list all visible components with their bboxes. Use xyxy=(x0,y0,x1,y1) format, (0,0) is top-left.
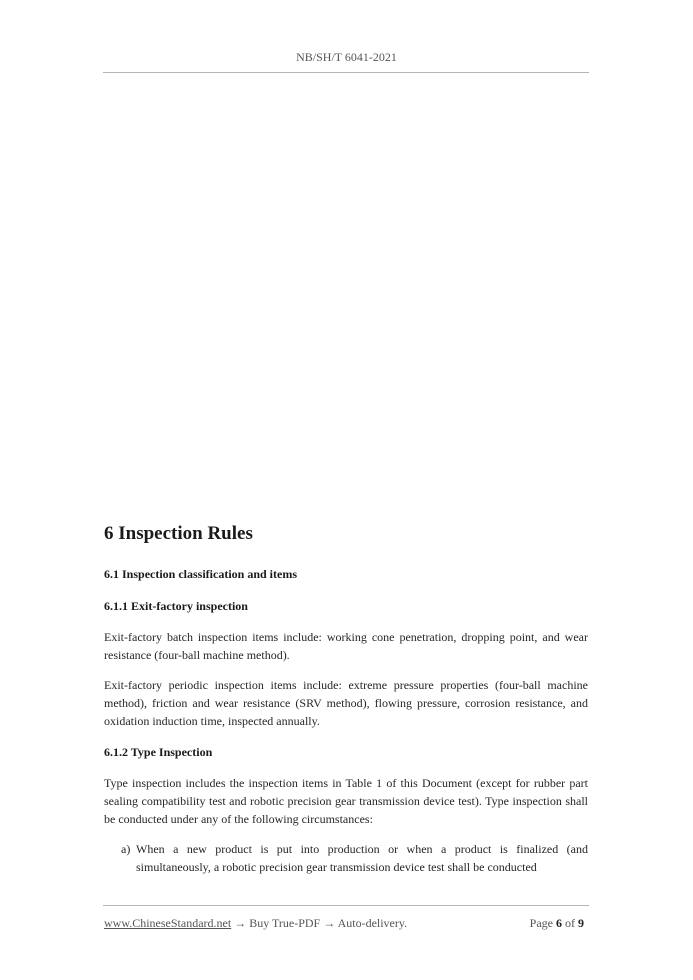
subsection-heading-6-1: 6.1 Inspection classification and items xyxy=(104,567,298,581)
footer-left xyxy=(104,916,407,931)
list-item-text: When a new product is put into production or when a product is finalized (and simultaneously, a robotic precision gear transmission device test shall be conducted xyxy=(136,842,588,874)
list-item xyxy=(104,840,588,876)
subsection-heading-6-1-2: 6.1.2 Type Inspection xyxy=(104,745,213,759)
page-number xyxy=(530,916,584,931)
footer-promo-text: → Buy True-PDF → Auto-delivery. xyxy=(231,916,408,930)
list-item-marker: a) xyxy=(121,842,131,856)
paragraph-exit-batch: Exit-factory batch inspection items include: working cone penetration, dropping point, and wear resistance (four-ball machine method). xyxy=(104,630,588,662)
subsection-heading-6-1-1: 6.1.1 Exit-factory inspection xyxy=(104,599,248,613)
footer-divider xyxy=(103,905,589,906)
section-title: 6 Inspection Rules xyxy=(104,523,253,544)
header-divider xyxy=(103,72,589,73)
page-of: of xyxy=(565,916,575,930)
page-current: 6 xyxy=(556,916,562,930)
main-content xyxy=(104,522,588,876)
paragraph-exit-periodic: Exit-factory periodic inspection items include: extreme pressure properties (four-ball machine method), friction and wear resistance (SRV method), flowing pressure, corrosion resistance, and oxidation induction time, inspected annually. xyxy=(104,678,588,728)
page-header: NB/SH/T 6041-2021 xyxy=(296,50,397,64)
website-link[interactable]: www.ChineseStandard.net xyxy=(104,916,232,930)
page-label: Page xyxy=(529,916,553,930)
paragraph-type-inspection: Type inspection includes the inspection items in Table 1 of this Document (except for rubber part sealing compatibility test and robotic precision gear transmission device test). Type inspection shall be conducted under any of the following circumstances: xyxy=(104,776,588,826)
page-total: 9 xyxy=(578,916,584,930)
circumstances-list xyxy=(104,840,588,876)
